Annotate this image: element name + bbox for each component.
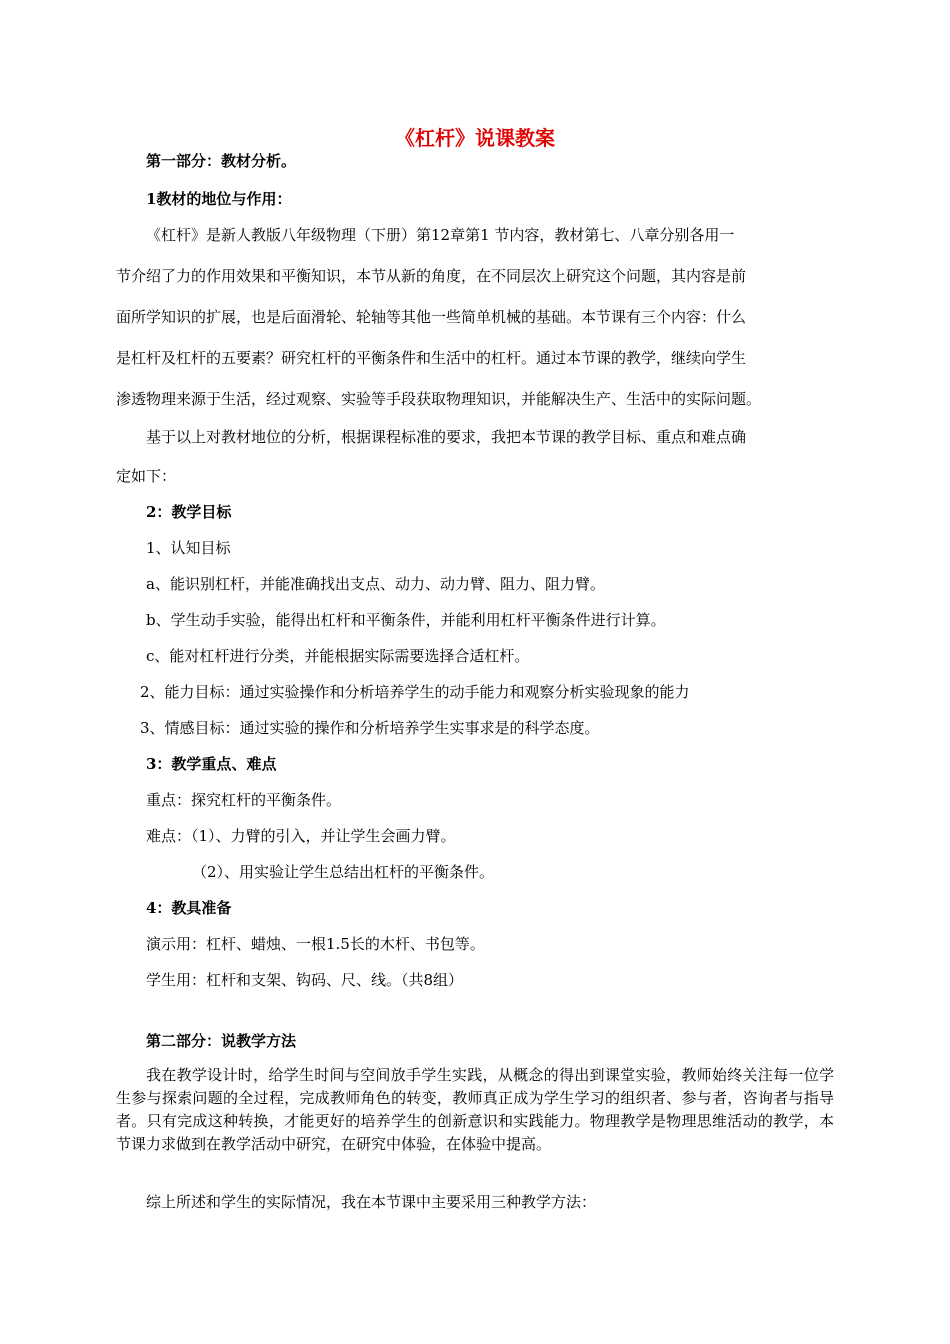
goal-emotion: 3、情感目标：通过实验的操作和分析培养学生实事求是的科学态度。: [140, 719, 600, 737]
document-title: 《杠杆》说课教案: [395, 126, 555, 150]
part1-heading: 第一部分：教材分析。: [146, 152, 297, 170]
goal-cognitive-a: a、能识别杠杆，并能准确找出支点、动力、动力臂、阻力、阻力臂。: [146, 575, 605, 593]
goal-cognitive: 1、认知目标: [146, 539, 231, 557]
body-line: 是杠杆及杠杆的五要素？研究杠杆的平衡条件和生活中的杠杆。通过本节课的教学，继续向学生: [116, 349, 747, 367]
goal-cognitive-c: c、能对杠杆进行分类，并能根据实际需要选择合适杠杆。: [146, 647, 530, 665]
section2-heading: 2：教学目标: [146, 503, 232, 521]
goal-ability: 2、能力目标：通过实验操作和分析培养学生的动手能力和观察分析实验现象的能力: [140, 683, 690, 701]
difficulty-2: （2）、用实验让学生总结出杠杆的平衡条件。: [192, 863, 495, 881]
body-line: 节介绍了力的作用效果和平衡知识，本节从新的角度，在不同层次上研究这个问题，其内容是前: [116, 267, 747, 285]
goal-cognitive-b: b、学生动手实验，能得出杠杆和平衡条件，并能利用杠杆平衡条件进行计算。: [146, 611, 666, 629]
key-point: 重点：探究杠杆的平衡条件。: [146, 791, 342, 809]
body-line: 基于以上对教材地位的分析，根据课程标准的要求，我把本节课的教学目标、重点和难点确: [146, 428, 747, 446]
student-tools: 学生用：杠杆和支架、钩码、尺、线。（共8组）: [146, 971, 464, 989]
body-line: 面所学知识的扩展，也是后面滑轮、轮轴等其他一些简单机械的基础。本节课有三个内容：什么: [116, 308, 747, 326]
method-paragraph: 我在教学设计时，给学生时间与空间放手学生实践，从概念的得出到课堂实验，教师始终关注每一位学生参与探索问题的全过程，完成教师角色的转变，教师真正成为学生学习的组织者、参与者，咨询者与指导者。只有完成这种转换，才能更好的培养学生的创新意识和实践能力。物理教学是物理思维活动的教学，本节课力求做到在教学活动中研究，在研究中体验，在体验中提高。: [116, 1066, 834, 1153]
body-line: 定如下：: [116, 467, 177, 485]
section3-heading: 3：教学重点、难点: [146, 755, 277, 773]
difficulty-1: 难点：（1）、力臂的引入，并让学生会画力臂。: [146, 827, 456, 845]
summary-line: 综上所述和学生的实际情况，我在本节课中主要采用三种教学方法：: [146, 1193, 597, 1211]
demo-tools: 演示用：杠杆、蜡烛、一根1.5长的木杆、书包等。: [146, 935, 485, 953]
body-line: 《杠杆》是新人教版八年级物理（下册）第12章第1 节内容，教材第七、八章分别各用一: [146, 226, 735, 244]
section1-heading: 1教材的地位与作用：: [146, 190, 292, 208]
section4-heading: 4：教具准备: [146, 899, 232, 917]
part2-heading: 第二部分：说教学方法: [146, 1032, 297, 1050]
body-line: 渗透物理来源于生活，经过观察、实验等手段获取物理知识，并能解决生产、生活中的实际问题。: [116, 390, 762, 408]
